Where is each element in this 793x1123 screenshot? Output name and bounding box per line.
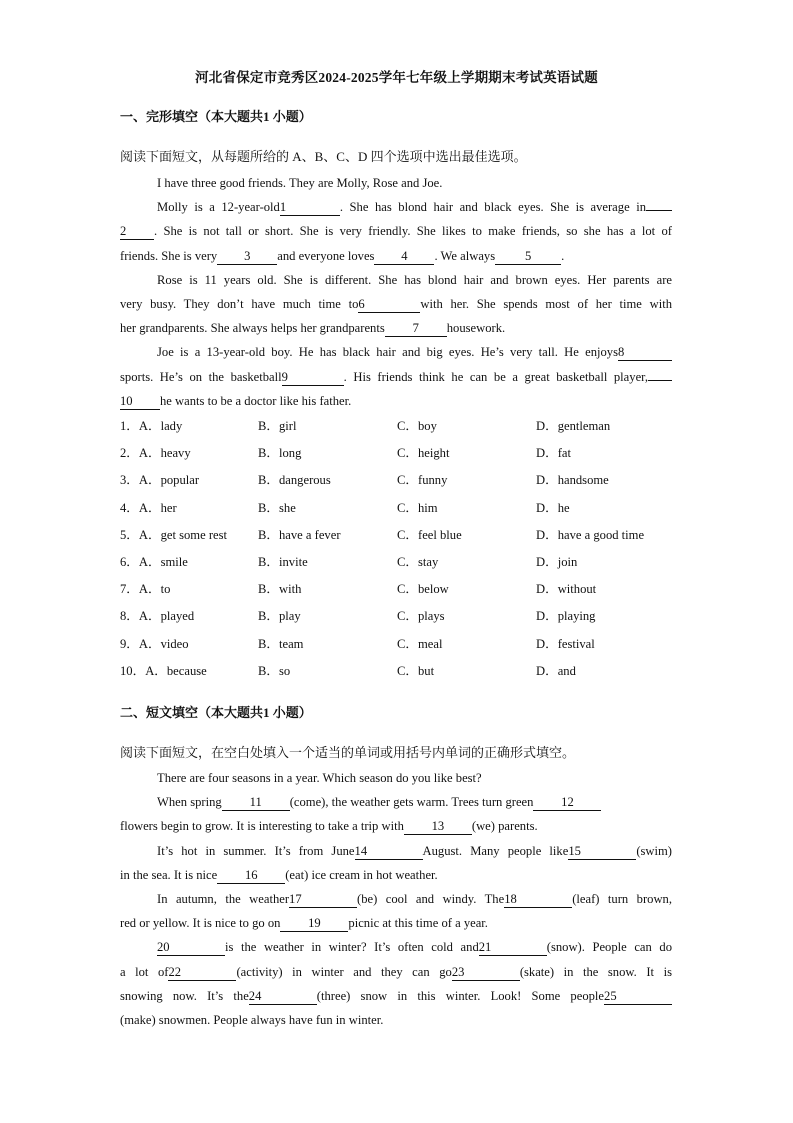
passage-text: red or yellow. It is nice to go on bbox=[120, 916, 281, 931]
question-2-options bbox=[120, 440, 680, 467]
passage-line bbox=[120, 887, 672, 911]
option-label: A．popular bbox=[138, 473, 200, 488]
option-d[interactable] bbox=[536, 440, 675, 467]
option-d[interactable] bbox=[536, 467, 675, 494]
passage-text: (swim) bbox=[636, 843, 672, 858]
option-label: C．below bbox=[397, 582, 449, 597]
option-a[interactable] bbox=[120, 440, 258, 467]
passage-text: (eat) ice cream in hot weather. bbox=[285, 867, 438, 882]
option-label: D．fat bbox=[536, 446, 571, 461]
option-label: D．join bbox=[536, 554, 578, 569]
passage-text: (we) parents. bbox=[471, 819, 538, 834]
passage-text: I have three good friends. They are Molly, Rose and Joe. bbox=[157, 176, 443, 190]
blank-2: 2 bbox=[120, 224, 154, 240]
option-label: A．to bbox=[138, 582, 171, 597]
option-label: A．video bbox=[138, 636, 189, 651]
question-9-options bbox=[120, 631, 680, 658]
passage-line bbox=[120, 839, 672, 863]
blank-10: 10 bbox=[120, 394, 160, 410]
option-b[interactable] bbox=[258, 413, 397, 440]
passage-text: in the sea. It is nice bbox=[120, 867, 218, 882]
passage-text: . She has blond hair and black eyes. She is average in bbox=[339, 200, 646, 215]
blank-22: 22 bbox=[168, 965, 236, 981]
question-10-options bbox=[120, 658, 680, 685]
option-label: C．meal bbox=[397, 636, 443, 651]
passage-text: . We always bbox=[434, 248, 496, 263]
section1-instruction: 阅读下面短文，从每题所给的 A、B、C、D 四个选项中选出最佳选项。 bbox=[120, 149, 527, 164]
blank-5: 5 bbox=[495, 249, 561, 265]
option-label: C．feel blue bbox=[397, 527, 462, 542]
passage-line bbox=[120, 960, 672, 984]
option-b[interactable] bbox=[258, 440, 397, 467]
option-label: B．so bbox=[258, 663, 291, 678]
question-1-options bbox=[120, 413, 680, 440]
blank-21: 21 bbox=[479, 940, 547, 956]
page-title: 河北省保定市竞秀区2024-2025学年七年级上学期期末考试英语试题 bbox=[195, 70, 598, 85]
option-c[interactable] bbox=[397, 522, 536, 549]
option-c[interactable] bbox=[397, 603, 536, 630]
blank-16: 16 bbox=[217, 868, 285, 884]
passage-text: friends. She is very bbox=[120, 248, 218, 263]
question-6-options bbox=[120, 549, 680, 576]
blank-11: 11 bbox=[222, 795, 290, 811]
option-d[interactable] bbox=[536, 603, 675, 630]
cloze-passage bbox=[120, 171, 672, 413]
option-label: C．height bbox=[397, 446, 450, 461]
question-number: 10． bbox=[120, 663, 146, 678]
passage-text: There are four seasons in a year. Which season do you like best? bbox=[157, 771, 482, 785]
section1-heading: 一、完形填空（本大题共1 小题） bbox=[120, 109, 312, 124]
passage-text: August. Many people like bbox=[422, 843, 569, 858]
option-label: D．and bbox=[536, 663, 576, 678]
blank-23: 23 bbox=[452, 965, 520, 981]
blank-8: 8 bbox=[618, 345, 672, 361]
passage-text: . bbox=[561, 248, 565, 263]
option-label: C．but bbox=[397, 663, 435, 678]
section2-instruction: 阅读下面短文，在空白处填入一个适当的单词或用括号内单词的正确形式填空。 bbox=[120, 745, 576, 760]
option-label: D．he bbox=[536, 500, 570, 515]
passage-text: picnic at this time of a year. bbox=[348, 916, 488, 931]
passage-line bbox=[120, 766, 672, 790]
passage-line bbox=[120, 814, 672, 838]
option-d[interactable] bbox=[536, 549, 675, 576]
fill-in-passage bbox=[120, 766, 672, 1032]
option-c[interactable] bbox=[397, 658, 536, 685]
blank-19: 19 bbox=[280, 916, 348, 932]
question-3-options bbox=[120, 467, 680, 494]
option-label: D．without bbox=[536, 582, 597, 597]
option-b[interactable] bbox=[258, 549, 397, 576]
passage-text: housework. bbox=[446, 321, 506, 336]
option-a[interactable] bbox=[120, 522, 258, 549]
passage-line bbox=[120, 984, 672, 1008]
passage-text: flowers begin to grow. It is interesting to take a trip with bbox=[120, 819, 404, 834]
option-label: A．because bbox=[145, 663, 207, 678]
option-label: D．playing bbox=[536, 609, 596, 624]
option-label: B．invite bbox=[258, 554, 308, 569]
blank-12: 12 bbox=[533, 795, 601, 811]
question-number: 5． bbox=[120, 527, 139, 542]
passage-text: Molly is a 12-year-old bbox=[157, 200, 280, 215]
passage-line bbox=[120, 244, 672, 268]
question-number: 9． bbox=[120, 636, 139, 651]
question-number: 2． bbox=[120, 446, 139, 461]
option-label: D．festival bbox=[536, 636, 595, 651]
passage-text: When spring bbox=[157, 795, 222, 810]
option-d[interactable] bbox=[536, 576, 675, 603]
passage-line bbox=[120, 935, 672, 959]
passage-text: . His friends think he can be a great basketball player, bbox=[343, 369, 648, 384]
question-number: 1． bbox=[120, 419, 139, 433]
blank-trail bbox=[648, 365, 672, 381]
blank-24: 24 bbox=[249, 989, 317, 1005]
passage-text: a lot of bbox=[120, 964, 169, 979]
blank-7: 7 bbox=[385, 321, 447, 337]
option-label: B．girl bbox=[258, 419, 297, 433]
blank-13: 13 bbox=[404, 819, 472, 835]
passage-line bbox=[120, 268, 672, 292]
option-label: B．team bbox=[258, 636, 304, 651]
option-b[interactable] bbox=[258, 576, 397, 603]
option-label: A．heavy bbox=[138, 446, 191, 461]
blank-1: 1 bbox=[280, 200, 340, 216]
passage-text: In autumn, the weather bbox=[157, 891, 290, 906]
option-b[interactable] bbox=[258, 631, 397, 658]
option-c[interactable] bbox=[397, 495, 536, 522]
blank-20: 20 bbox=[157, 940, 225, 956]
option-b[interactable] bbox=[258, 522, 397, 549]
option-label: A．smile bbox=[138, 554, 188, 569]
option-b[interactable] bbox=[258, 467, 397, 494]
option-b[interactable] bbox=[258, 495, 397, 522]
question-number: 3． bbox=[120, 473, 139, 488]
option-label: B．with bbox=[258, 582, 302, 597]
passage-line bbox=[120, 790, 672, 814]
passage-line bbox=[120, 911, 672, 935]
blank-17: 17 bbox=[289, 892, 357, 908]
option-c[interactable] bbox=[397, 549, 536, 576]
option-label: B．she bbox=[258, 500, 296, 515]
option-b[interactable] bbox=[258, 603, 397, 630]
option-label: A．her bbox=[138, 500, 177, 515]
passage-text: is the weather in winter? It’s often cold and bbox=[225, 940, 479, 955]
passage-text: It’s hot in summer. It’s from June bbox=[157, 843, 355, 858]
question-7-options bbox=[120, 576, 680, 603]
passage-text: her grandparents. She always helps her grandparents bbox=[120, 321, 385, 336]
passage-text: (come), the weather gets warm. Trees turn green bbox=[289, 795, 534, 810]
question-number: 4． bbox=[120, 500, 139, 515]
option-a[interactable] bbox=[120, 603, 258, 630]
blank-trail bbox=[646, 195, 672, 211]
question-8-options bbox=[120, 603, 680, 630]
passage-text: snowing now. It’s the bbox=[120, 988, 249, 1003]
blank-25: 25 bbox=[604, 989, 672, 1005]
option-label: C．boy bbox=[397, 419, 437, 433]
passage-text: (snow). People can do bbox=[546, 940, 672, 955]
option-c[interactable] bbox=[397, 576, 536, 603]
option-c[interactable] bbox=[397, 467, 536, 494]
option-label: B．play bbox=[258, 609, 301, 624]
passage-line bbox=[120, 219, 672, 243]
option-d[interactable] bbox=[536, 658, 675, 685]
option-label: C．funny bbox=[397, 473, 448, 488]
option-label: D．have a good time bbox=[536, 527, 645, 542]
passage-line bbox=[120, 316, 672, 340]
passage-text: (be) cool and windy. The bbox=[357, 891, 505, 906]
passage-text: (skate) in the snow. It is bbox=[519, 964, 672, 979]
passage-text: Joe is a 13-year-old boy. He has black hair and big eyes. He’s very tall. He enjoys bbox=[157, 345, 618, 360]
option-label: B．long bbox=[258, 446, 302, 461]
passage-text: with her. She spends most of her time with bbox=[420, 296, 672, 311]
blank-9: 9 bbox=[282, 370, 344, 386]
option-label: A．played bbox=[138, 609, 195, 624]
passage-line bbox=[120, 340, 672, 364]
blank-14: 14 bbox=[355, 844, 423, 860]
passage-text: . She is not tall or short. She is very friendly. She likes to make friends, so she has a lot of bbox=[154, 224, 672, 239]
option-a[interactable] bbox=[120, 658, 258, 685]
option-label: C．him bbox=[397, 500, 438, 515]
passage-text: (make) snowmen. People always have fun in winter. bbox=[120, 1012, 384, 1027]
passage-text: and everyone loves bbox=[277, 248, 375, 263]
question-5-options bbox=[120, 522, 680, 549]
question-number: 7． bbox=[120, 582, 139, 597]
option-label: B．have a fever bbox=[258, 527, 341, 542]
option-d[interactable] bbox=[536, 413, 675, 440]
section2-heading: 二、短文填空（本大题共1 小题） bbox=[120, 705, 312, 720]
question-number: 8． bbox=[120, 609, 139, 624]
blank-3: 3 bbox=[217, 249, 277, 265]
option-c[interactable] bbox=[397, 440, 536, 467]
option-c[interactable] bbox=[397, 413, 536, 440]
option-d[interactable] bbox=[536, 495, 675, 522]
option-label: C．stay bbox=[397, 554, 439, 569]
option-a[interactable] bbox=[120, 576, 258, 603]
passage-text: (three) snow in this winter. Look! Some people bbox=[316, 988, 605, 1003]
passage-line bbox=[120, 195, 672, 219]
passage-line bbox=[120, 1008, 672, 1032]
question-number: 6． bbox=[120, 554, 139, 569]
option-b[interactable] bbox=[258, 658, 397, 685]
option-d[interactable] bbox=[536, 631, 675, 658]
option-label: C．plays bbox=[397, 609, 445, 624]
option-label: D．handsome bbox=[536, 473, 609, 488]
option-a[interactable] bbox=[120, 495, 258, 522]
option-a[interactable] bbox=[120, 631, 258, 658]
passage-text: sports. He’s on the basketball bbox=[120, 369, 282, 384]
option-a[interactable] bbox=[120, 467, 258, 494]
option-label: A．get some rest bbox=[138, 527, 228, 542]
options-table bbox=[120, 413, 680, 685]
passage-line bbox=[120, 863, 672, 887]
blank-18: 18 bbox=[504, 892, 572, 908]
passage-text: he wants to be a doctor like his father. bbox=[160, 393, 352, 408]
option-label: D．gentleman bbox=[536, 419, 611, 433]
option-a[interactable] bbox=[120, 413, 258, 440]
blank-15: 15 bbox=[568, 844, 636, 860]
option-label: B．dangerous bbox=[258, 473, 331, 488]
passage-text: Rose is 11 years old. She is different. She has blond hair and brown eyes. Her parents are bbox=[157, 272, 672, 287]
passage-line bbox=[120, 389, 672, 413]
passage-text: (activity) in winter and they can go bbox=[236, 964, 452, 979]
blank-6: 6 bbox=[358, 297, 420, 313]
passage-line bbox=[120, 365, 672, 389]
passage-text: very busy. They don’t have much time to bbox=[120, 296, 359, 311]
passage-line bbox=[120, 171, 672, 195]
question-4-options bbox=[120, 495, 680, 522]
option-a[interactable] bbox=[120, 549, 258, 576]
passage-text: (leaf) turn brown, bbox=[572, 891, 672, 906]
blank-4: 4 bbox=[374, 249, 434, 265]
option-c[interactable] bbox=[397, 631, 536, 658]
passage-line bbox=[120, 292, 672, 316]
option-label: A．lady bbox=[138, 419, 183, 433]
option-d[interactable] bbox=[536, 522, 675, 549]
